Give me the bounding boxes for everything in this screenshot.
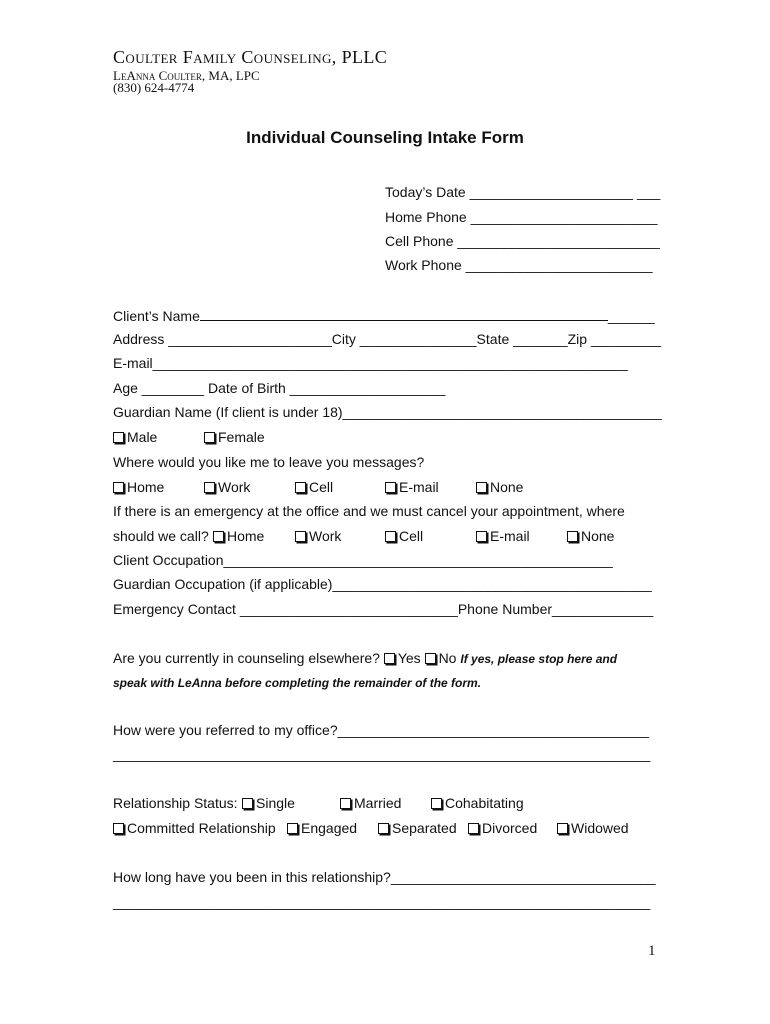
emergency-contact-field[interactable]: Emergency Contact ____________________________Phone Number_____________ (113, 601, 654, 617)
emergency-home-option[interactable] (213, 528, 264, 544)
checkbox-icon (287, 823, 298, 834)
practice-phone: (830) 624-4774 (113, 80, 195, 95)
practice-name: Coulter Family Counseling, PLLC (113, 47, 388, 67)
relationship-separated-option[interactable] (378, 820, 457, 836)
checkbox-icon (113, 823, 124, 834)
guardian-occupation-field[interactable]: Guardian Occupation (if applicable)_________________________________________ (113, 576, 652, 592)
address-field[interactable]: Address _____________________City _______________State _______Zip _________ (113, 331, 662, 347)
checkbox-icon (557, 823, 568, 834)
option-label: Male (127, 429, 158, 445)
counseling-no-option[interactable] (425, 650, 457, 666)
option-label: Committed Relationship (127, 820, 276, 836)
counseling-yes-option[interactable] (384, 650, 421, 666)
counseling-note-line2: speak with LeAnna before completing the remainder of the form. (113, 676, 482, 690)
checkbox-icon (113, 482, 124, 493)
checkbox-icon (204, 432, 215, 443)
relationship-divorced-option[interactable] (468, 820, 537, 836)
option-label: Divorced (482, 820, 538, 836)
checkbox-icon (468, 823, 479, 834)
option-label: E-mail (399, 479, 439, 495)
option-label: Widowed (571, 820, 629, 836)
option-label: Cell (399, 528, 424, 544)
message-email-option[interactable] (385, 479, 439, 495)
option-label: Cohabitating (445, 795, 524, 811)
option-label: Work (309, 528, 342, 544)
checkbox-icon (385, 531, 396, 542)
relationship-married-option[interactable] (340, 795, 401, 811)
option-label: Cell (309, 479, 334, 495)
option-label: Single (256, 795, 295, 811)
message-home-option[interactable] (113, 479, 164, 495)
age-dob-field[interactable]: Age ________ Date of Birth ____________________ (113, 380, 446, 396)
option-label: Work (218, 479, 251, 495)
client-occupation-field[interactable]: Client Occupation__________________________________________________ (113, 552, 613, 568)
client-name-tail: ______ (607, 308, 655, 324)
client-name-label: Client’s Name (113, 308, 200, 324)
messages-question: Where would you like me to leave you messages? (113, 454, 425, 470)
relationship-engaged-option[interactable] (287, 820, 357, 836)
checkbox-icon (476, 531, 487, 542)
checkbox-icon (340, 798, 351, 809)
referral-extra-line[interactable]: _____________________________________________________________________ (113, 746, 651, 762)
option-label: No (438, 650, 457, 666)
checkbox-icon (378, 823, 389, 834)
checkbox-icon (425, 653, 436, 664)
counseling-note-line1: If yes, please stop here and (460, 652, 618, 666)
option-label: Engaged (301, 820, 358, 836)
option-label: Female (218, 429, 265, 445)
form-title: Individual Counseling Intake Form (246, 128, 524, 147)
option-label: Yes (397, 650, 421, 666)
referral-field[interactable]: How were you referred to my office?________________________________________ (113, 722, 650, 738)
relationship-cohabitating-option[interactable] (431, 795, 524, 811)
message-cell-option[interactable] (295, 479, 333, 495)
checkbox-icon (113, 432, 124, 443)
checkbox-icon (567, 531, 578, 542)
client-name-underline (200, 307, 608, 321)
gender-male-option[interactable] (113, 429, 157, 445)
emergency-work-option[interactable] (295, 528, 341, 544)
emergency-email-option[interactable] (476, 528, 530, 544)
option-label: Married (354, 795, 402, 811)
relationship-single-option[interactable] (242, 795, 295, 811)
relationship-status-label: Relationship Status: (113, 795, 238, 811)
home-phone-field[interactable]: Home Phone ________________________ (385, 209, 658, 225)
checkbox-icon (385, 482, 396, 493)
cell-phone-field[interactable]: Cell Phone __________________________ (385, 233, 660, 249)
checkbox-icon (213, 531, 224, 542)
todays-date-field[interactable]: Today’s Date _____________________ ___ (385, 184, 661, 200)
emergency-question-line1: If there is an emergency at the office and we must cancel your appointment, where (113, 503, 625, 519)
emergency-cell-option[interactable] (385, 528, 423, 544)
gender-female-option[interactable] (204, 429, 265, 445)
emergency-question-line2: should we call? (113, 528, 209, 544)
option-label: E-mail (490, 528, 530, 544)
relationship-length-extra-line[interactable]: _____________________________________________________________________ (113, 894, 651, 910)
email-field[interactable]: E-mail_____________________________________________________________ (113, 355, 628, 371)
checkbox-icon (476, 482, 487, 493)
checkbox-icon (242, 798, 253, 809)
checkbox-icon (431, 798, 442, 809)
checkbox-icon (295, 482, 306, 493)
option-label: Separated (392, 820, 457, 836)
guardian-name-field[interactable]: Guardian Name (If client is under 18)_________________________________________ (113, 404, 662, 420)
page-number: 1 (648, 943, 656, 959)
option-label: Home (227, 528, 265, 544)
emergency-none-option[interactable] (567, 528, 614, 544)
relationship-length-field[interactable]: How long have you been in this relationship?__________________________________ (113, 869, 656, 885)
counseling-question: Are you currently in counseling elsewhere? (113, 650, 380, 666)
option-label: Home (127, 479, 165, 495)
relationship-committed-option[interactable] (113, 820, 276, 836)
counselor-name: LeAnna Coulter, MA, LPC (113, 68, 260, 83)
checkbox-icon (295, 531, 306, 542)
message-work-option[interactable] (204, 479, 250, 495)
message-none-option[interactable] (476, 479, 523, 495)
option-label: None (581, 528, 615, 544)
work-phone-field[interactable]: Work Phone ________________________ (385, 257, 653, 273)
client-name-field[interactable] (113, 307, 655, 324)
counseling-elsewhere-row (113, 650, 617, 667)
relationship-widowed-option[interactable] (557, 820, 629, 836)
checkbox-icon (204, 482, 215, 493)
checkbox-icon (384, 653, 395, 664)
option-label: None (490, 479, 524, 495)
